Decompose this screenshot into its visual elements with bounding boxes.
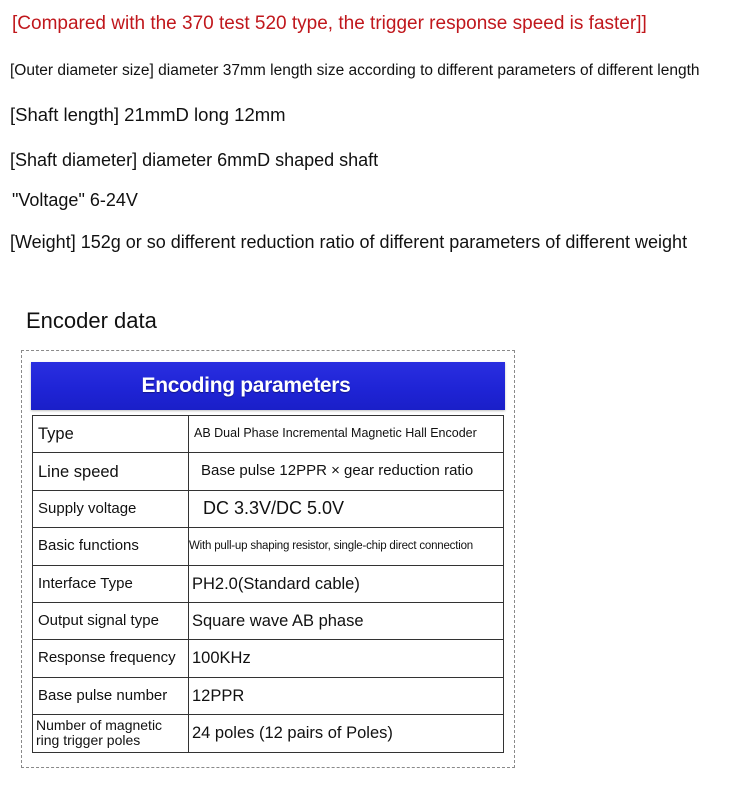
table-row <box>33 453 504 490</box>
table-row <box>33 490 504 527</box>
spec-voltage: "Voltage" 6-24V <box>12 190 138 210</box>
row-key: Base pulse number <box>33 677 189 714</box>
table-row <box>33 416 504 453</box>
row-key: Basic functions <box>33 528 189 565</box>
banner-title: Encoding parameters <box>141 374 351 397</box>
row-value: Square wave AB phase <box>189 602 504 639</box>
spec-shaft-diameter: [Shaft diameter] diameter 6mmD shaped shaft <box>10 150 379 170</box>
table-row <box>33 528 504 565</box>
table-row <box>33 677 504 714</box>
row-key: Response frequency <box>33 640 189 677</box>
row-value: 100KHz <box>189 640 504 677</box>
table-row <box>33 602 504 639</box>
section-title: Encoder data <box>26 308 157 333</box>
row-key: Number of magnetic ring trigger poles <box>33 715 189 752</box>
row-value: PH2.0(Standard cable) <box>189 565 504 602</box>
spec-outer-diameter: [Outer diameter size] diameter 37mm length size according to different parameters of different length <box>10 62 700 79</box>
row-value: AB Dual Phase Incremental Magnetic Hall Encoder <box>189 416 504 453</box>
spec-weight: [Weight] 152g or so different reduction ratio of different parameters of different weight <box>10 232 688 252</box>
row-value: DC 3.3V/DC 5.0V <box>189 490 504 527</box>
row-value: 24 poles (12 pairs of Poles) <box>189 715 504 752</box>
encoder-parameters-table <box>32 415 504 753</box>
headline: [Compared with the 370 test 520 type, the trigger response speed is faster]] <box>12 13 647 34</box>
spec-shaft-length: [Shaft length] 21mmD long 12mm <box>10 104 286 125</box>
table-row <box>33 565 504 602</box>
row-key: Supply voltage <box>33 490 189 527</box>
row-value: Base pulse 12PPR × gear reduction ratio <box>189 453 504 490</box>
table-row <box>33 715 504 752</box>
row-key: Type <box>33 416 189 453</box>
table-row <box>33 640 504 677</box>
row-key: Interface Type <box>33 565 189 602</box>
encoding-banner <box>31 362 505 410</box>
row-key: Output signal type <box>33 602 189 639</box>
row-key: Line speed <box>33 453 189 490</box>
row-value: 12PPR <box>189 677 504 714</box>
row-value: With pull-up shaping resistor, single-chip direct connection <box>189 528 504 565</box>
